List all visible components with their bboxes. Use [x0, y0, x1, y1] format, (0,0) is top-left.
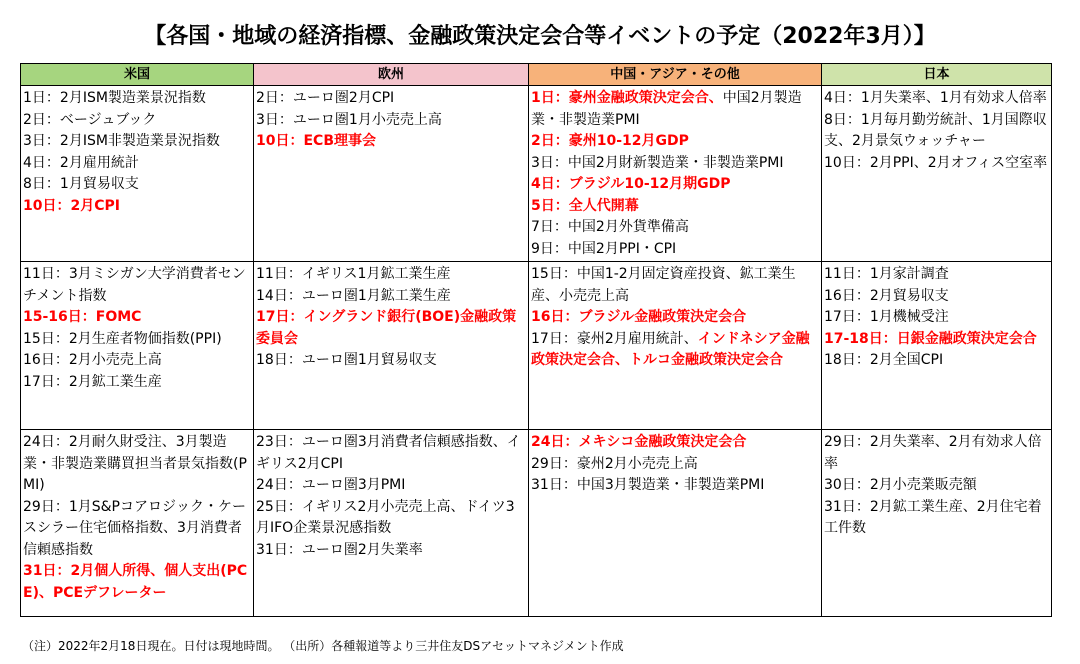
event-item	[256, 350, 526, 372]
event-text: 9日：中国2月PPI・CPI	[531, 240, 677, 257]
event-text: 4日：1月失業率、1月有効求人倍率	[824, 90, 1047, 106]
column-header-europe: 欧州	[254, 64, 529, 86]
event-item	[256, 432, 526, 475]
event-text: 1日：豪州金融政策決定会合、	[531, 90, 723, 106]
event-item	[256, 110, 526, 132]
column-header-us: 米国	[21, 64, 254, 86]
event-item	[824, 350, 1049, 372]
event-item	[824, 432, 1049, 475]
event-item	[256, 307, 526, 350]
cell-us	[21, 430, 254, 617]
event-item	[23, 131, 251, 153]
event-calendar-table	[20, 63, 1052, 617]
event-text-highlight: インドネシア金融政策決定会合、トルコ金融政策決定会合	[531, 330, 810, 368]
event-text: 15-16日：FOMC	[23, 309, 142, 325]
cell-asia	[529, 86, 822, 262]
header-row	[21, 64, 1052, 86]
event-item	[824, 88, 1049, 110]
event-text: 29日：1月S&Pコアロジック・ケースシラー住宅価格指数、3月消費者信頼感指数	[23, 498, 246, 558]
event-item	[531, 239, 819, 261]
footnote: （注）2022年2月18日現在。日付は現地時間。 （出所）各種報道等より三井住友DSアセットマネジメント作成	[22, 639, 624, 653]
event-item	[23, 110, 251, 132]
event-text: 10日：2月PPI、2月オフィス空室率	[824, 154, 1048, 171]
event-item	[824, 497, 1049, 540]
cell-europe	[254, 262, 529, 430]
event-item	[23, 372, 251, 394]
event-text: 31日：ユーロ圏2月失業率	[256, 541, 423, 558]
event-text: 16日：ブラジル金融政策決定会合	[531, 309, 747, 325]
event-item	[531, 196, 819, 218]
event-text: 4日：2月雇用統計	[23, 154, 139, 171]
cell-us	[21, 86, 254, 262]
event-item	[531, 329, 819, 372]
event-item	[23, 432, 251, 497]
cell-europe	[254, 86, 529, 262]
event-item	[23, 153, 251, 175]
event-text: 11日：3月ミシガン大学消費者センチメント指数	[23, 266, 246, 304]
event-text: 1日：2月ISM製造業景況指数	[23, 90, 206, 106]
event-item	[23, 174, 251, 196]
cell-us	[21, 262, 254, 430]
cell-japan	[822, 262, 1052, 430]
event-item	[531, 264, 819, 307]
event-item	[531, 432, 819, 454]
event-text: 23日：ユーロ圏3月消費者信頼感指数、イギリス2月CPI	[256, 434, 521, 472]
event-text: 17日：2月鉱工業生産	[23, 373, 162, 390]
event-text: 10日：ECB理事会	[256, 133, 376, 149]
event-item	[531, 131, 819, 153]
event-text: 15日：2月生産者物価指数(PPI)	[23, 330, 222, 347]
event-text: 10日：2月CPI	[23, 197, 120, 214]
event-text: 2日：ユーロ圏2月CPI	[256, 90, 395, 106]
event-text: 14日：ユーロ圏1月鉱工業生産	[256, 287, 451, 304]
event-item	[531, 174, 819, 196]
table-row	[21, 430, 1052, 617]
event-text: 31日：2月鉱工業生産、2月住宅着工件数	[824, 498, 1042, 536]
event-text: 16日：2月小売売上高	[23, 352, 162, 368]
event-item	[23, 329, 251, 351]
event-item	[23, 88, 251, 110]
event-text: 11日：1月家計調査	[824, 266, 949, 282]
event-item	[531, 454, 819, 476]
event-item	[256, 264, 526, 286]
event-text: 31日：中国3月製造業・非製造業PMI	[531, 477, 765, 493]
event-text: 3日：中国2月財新製造業・非製造業PMI	[531, 154, 784, 171]
event-text: 5日：全人代開幕	[531, 197, 639, 214]
event-item	[23, 561, 251, 604]
event-text-tail: 中国2月製造業・非製造業PMI	[531, 90, 802, 128]
event-item	[23, 350, 251, 372]
event-text: 29日：2月失業率、2月有効求人倍率	[824, 434, 1042, 472]
event-text: 31日：2月個人所得、個人支出(PCE)、PCEデフレーター	[23, 563, 248, 601]
event-text: 17-18日：日銀金融政策決定会合	[824, 330, 1037, 347]
event-item	[256, 540, 526, 562]
event-text: 3日：ユーロ圏1月小売売上高	[256, 111, 442, 128]
event-text: 18日：2月全国CPI	[824, 352, 944, 368]
event-text: 29日：豪州2月小売売上高	[531, 455, 698, 472]
event-item	[23, 307, 251, 329]
event-item	[256, 497, 526, 540]
event-item	[531, 475, 819, 497]
event-item	[824, 307, 1049, 329]
event-item	[531, 153, 819, 175]
event-text: 16日：2月貿易収支	[824, 287, 949, 304]
event-text: 24日：ユーロ圏3月PMI	[256, 477, 406, 493]
cell-asia	[529, 430, 822, 617]
event-item	[824, 110, 1049, 153]
event-text: 8日：1月毎月勤労統計、1月国際収支、2月景気ウォッチャー	[824, 111, 1047, 149]
cell-europe	[254, 430, 529, 617]
table-row	[21, 86, 1052, 262]
event-text: 3日：2月ISM非製造業景況指数	[23, 133, 220, 149]
table-row	[21, 262, 1052, 430]
event-item	[23, 196, 251, 218]
column-header-asia: 中国・アジア・その他	[529, 64, 822, 86]
event-text: 8日：1月貿易収支	[23, 176, 139, 192]
event-item	[23, 497, 251, 562]
cell-japan	[822, 86, 1052, 262]
event-item	[531, 307, 819, 329]
event-item	[256, 286, 526, 308]
event-text: 11日：イギリス1月鉱工業生産	[256, 266, 451, 282]
event-text: 7日：中国2月外貨準備高	[531, 219, 689, 235]
cell-asia	[529, 262, 822, 430]
event-text: 24日：メキシコ金融政策決定会合	[531, 434, 747, 450]
event-text: 24日：2月耐久財受注、3月製造業・非製造業購買担当者景気指数(PMI)	[23, 434, 247, 493]
event-text: 30日：2月小売業販売額	[824, 477, 977, 493]
event-item	[256, 475, 526, 497]
event-text: 17日：豪州2月雇用統計、	[531, 330, 698, 347]
event-item	[531, 217, 819, 239]
event-item	[256, 88, 526, 110]
event-item	[824, 264, 1049, 286]
event-text: 25日：イギリス2月小売売上高、ドイツ3月IFO企業景況感指数	[256, 498, 515, 536]
event-text: 18日：ユーロ圏1月貿易収支	[256, 352, 437, 368]
event-text: 2日：豪州10-12月GDP	[531, 133, 689, 149]
event-item	[824, 329, 1049, 351]
event-text: 17日：1月機械受注	[824, 309, 949, 325]
event-item	[23, 264, 251, 307]
event-text: 2日：ベージュブック	[23, 111, 157, 128]
cell-japan	[822, 430, 1052, 617]
event-text: 17日：イングランド銀行(BOE)金融政策委員会	[256, 309, 517, 347]
event-item	[824, 153, 1049, 175]
event-item	[824, 475, 1049, 497]
column-header-japan: 日本	[822, 64, 1052, 86]
event-item	[531, 88, 819, 131]
page-title: 【各国・地域の経済指標、金融政策決定会合等イベントの予定（2022年3月）】	[144, 24, 936, 49]
event-item	[256, 131, 526, 153]
event-item	[824, 286, 1049, 308]
event-text: 4日：ブラジル10-12月期GDP	[531, 176, 731, 192]
event-text: 15日：中国1-2月固定資産投資、鉱工業生産、小売売上高	[531, 266, 796, 304]
